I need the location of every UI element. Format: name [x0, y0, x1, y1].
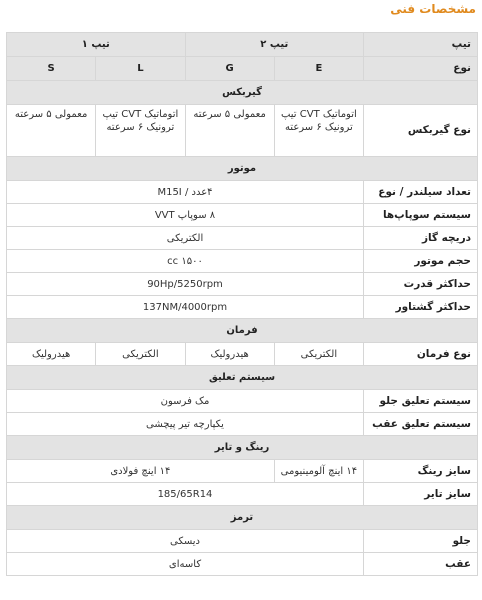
cell-value: اتوماتیک CVT تیپ ترونیک ۶ سرعته: [96, 105, 185, 157]
cell-value: هیدرولیک: [185, 343, 274, 366]
row-label: حجم موتور: [364, 250, 478, 273]
cell-value: اتوماتیک CVT تیپ ترونیک ۶ سرعته: [274, 105, 363, 157]
cell-value: الکتریکی: [96, 343, 185, 366]
cell-value: دیسکی: [7, 530, 364, 553]
table-row: [7, 273, 478, 296]
table-row: [7, 553, 478, 576]
section-suspension: [7, 366, 478, 390]
row-label: سایز تایر: [364, 483, 478, 506]
cell-value: 185/65R14: [7, 483, 364, 506]
model-label: نوع: [364, 57, 478, 81]
cell-value: ۴عدد / M15I: [7, 181, 364, 204]
section-wheels: [7, 436, 478, 460]
cell-value: هیدرولیک: [7, 343, 96, 366]
model-e: E: [274, 57, 363, 81]
page-title: مشخصات فنی: [390, 2, 476, 16]
cell-value: الکتریکی: [7, 227, 364, 250]
model-header-row: [7, 57, 478, 81]
row-label: تعداد سیلندر / نوع: [364, 181, 478, 204]
model-l: L: [96, 57, 185, 81]
table-row: [7, 250, 478, 273]
section-gearbox: [7, 81, 478, 105]
table-row: [7, 296, 478, 319]
cell-value: معمولی ۵ سرعته: [185, 105, 274, 157]
row-label: سیستم تعلیق جلو: [364, 390, 478, 413]
row-label: سایز رینگ: [364, 460, 478, 483]
type-header-row: [7, 33, 478, 57]
row-label: نوع فرمان: [364, 343, 478, 366]
type2-header: تیپ ۲: [185, 33, 364, 57]
cell-value: الکتریکی: [274, 343, 363, 366]
table-row: [7, 530, 478, 553]
type1-header: تیپ ۱: [7, 33, 186, 57]
table-row: [7, 105, 478, 157]
cell-value: ۸ سوپاپ VVT: [7, 204, 364, 227]
table-row: [7, 227, 478, 250]
spec-table: [6, 32, 478, 576]
row-label: دریچه گاز: [364, 227, 478, 250]
row-label: سیستم سوپاپ‌ها: [364, 204, 478, 227]
section-title: فرمان: [7, 319, 478, 343]
model-g: G: [185, 57, 274, 81]
section-title: گیربکس: [7, 81, 478, 105]
row-label: حداکثر گشتاور: [364, 296, 478, 319]
section-title: ترمز: [7, 506, 478, 530]
section-title: رینگ و تایر: [7, 436, 478, 460]
table-row: [7, 460, 478, 483]
cell-value: کاسه‌ای: [7, 553, 364, 576]
section-title: سیستم تعلیق: [7, 366, 478, 390]
cell-value: معمولی ۵ سرعته: [7, 105, 96, 157]
model-s: S: [7, 57, 96, 81]
table-row: [7, 390, 478, 413]
row-label: نوع گیربکس: [364, 105, 478, 157]
cell-value: cc ۱۵۰۰: [7, 250, 364, 273]
cell-value: 137NM/4000rpm: [7, 296, 364, 319]
cell-value: ۱۴ اینچ آلومینیومی: [274, 460, 363, 483]
row-label: سیستم تعلیق عقب: [364, 413, 478, 436]
row-label: حداکثر قدرت: [364, 273, 478, 296]
section-title: موتور: [7, 157, 478, 181]
table-row: [7, 413, 478, 436]
type-label: تیپ: [364, 33, 478, 57]
table-row: [7, 483, 478, 506]
table-row: [7, 343, 478, 366]
cell-value: ۱۴ اینچ فولادی: [7, 460, 275, 483]
section-steering: [7, 319, 478, 343]
table-row: [7, 204, 478, 227]
cell-value: 90Hp/5250rpm: [7, 273, 364, 296]
cell-value: مک فرسون: [7, 390, 364, 413]
section-engine: [7, 157, 478, 181]
section-brakes: [7, 506, 478, 530]
cell-value: یکپارچه تیر پیچشی: [7, 413, 364, 436]
table-row: [7, 181, 478, 204]
row-label: جلو: [364, 530, 478, 553]
row-label: عقب: [364, 553, 478, 576]
